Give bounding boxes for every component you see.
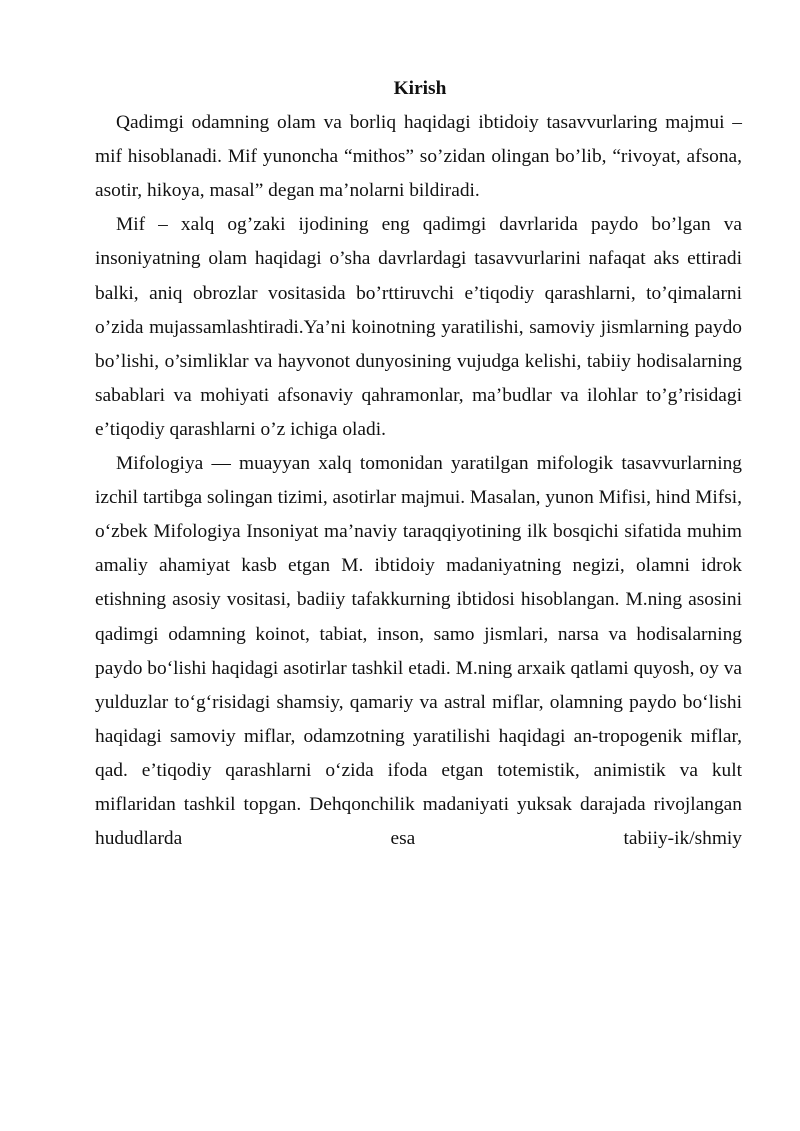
document-body bbox=[95, 72, 742, 856]
document-title: Kirish bbox=[393, 78, 447, 99]
paragraph-mifologiya: Mifologiya — muayyan xalq tomonidan yaratilgan mifologik tasavvurlarning izchil tartibga solingan tizimi, asotirlar majmui. Masalan, yunon Mifisi, hind Mifsi, oʻzbek Mifologiya Insoniyat ma’naviy taraqqiyotining ilk bosqichi sifatida muhim amaliy ahamiyat kasb etgan M. ibtidoiy madaniyatning negizi, olamni idrok etishning asosiy vositasi, badiiy tafakkurning ibtidosi hisoblangan. M.ning asosini qadimgi odamning koinot, tabiat, inson, samo jismlari, narsa va hodisalarning paydo boʻlishi haqidagi asotirlar tashkil etadi. M.ning arxaik qatlami quyosh, oy va yulduzlar toʻgʻrisidagi shamsiy, qamariy va astral miflar, olamning paydo boʻlishi haqidagi samoviy miflar, odamzotning yaratilishi haqidagi an-tropogenik miflar, qad. e’tiqodiy qarashlarni oʻzida ifoda etgan totemistik, animistik va kult miflaridan tashkil topgan. Dehqonchilik madaniyati yuksak darajada rivojlangan hududlarda esa tabiiy-ik/shmiy bbox=[95, 453, 742, 850]
paragraph-intro: Qadimgi odamning olam va borliq haqidagi ibtidoiy tasavvurlaring majmui – mif hisoblanadi. Mif yunoncha “mithos” so’zidan olingan bo’lib, “rivoyat, afsona, asotir, hikoya, masal” degan ma’nolarni bildiradi. bbox=[95, 112, 742, 202]
paragraph-mif-definition: Mif – xalq og’zaki ijodining eng qadimgi davrlarida paydo bo’lgan va insoniyatning olam haqidagi o’sha davrlardagi tasavvurlarini nafaqat aks ettiradi balki, aniq obrozlar vositasida bo’rttiruvchi e’tiqodiy qarashlarni, to’qimalarni o’zida mujassamlashtiradi.Ya’ni koinotning yaratilishi, samoviy jismlarning paydo bo’lishi, o’simliklar va hayvonot dunyosining vujudga kelishi, tabiiy hodisalarning sabablari va mohiyati afsonaviy qahramonlar, ma’budlar va ilohlar to’g’risidagi e’tiqodiy qarashlarni o’z ichiga oladi. bbox=[95, 214, 742, 440]
